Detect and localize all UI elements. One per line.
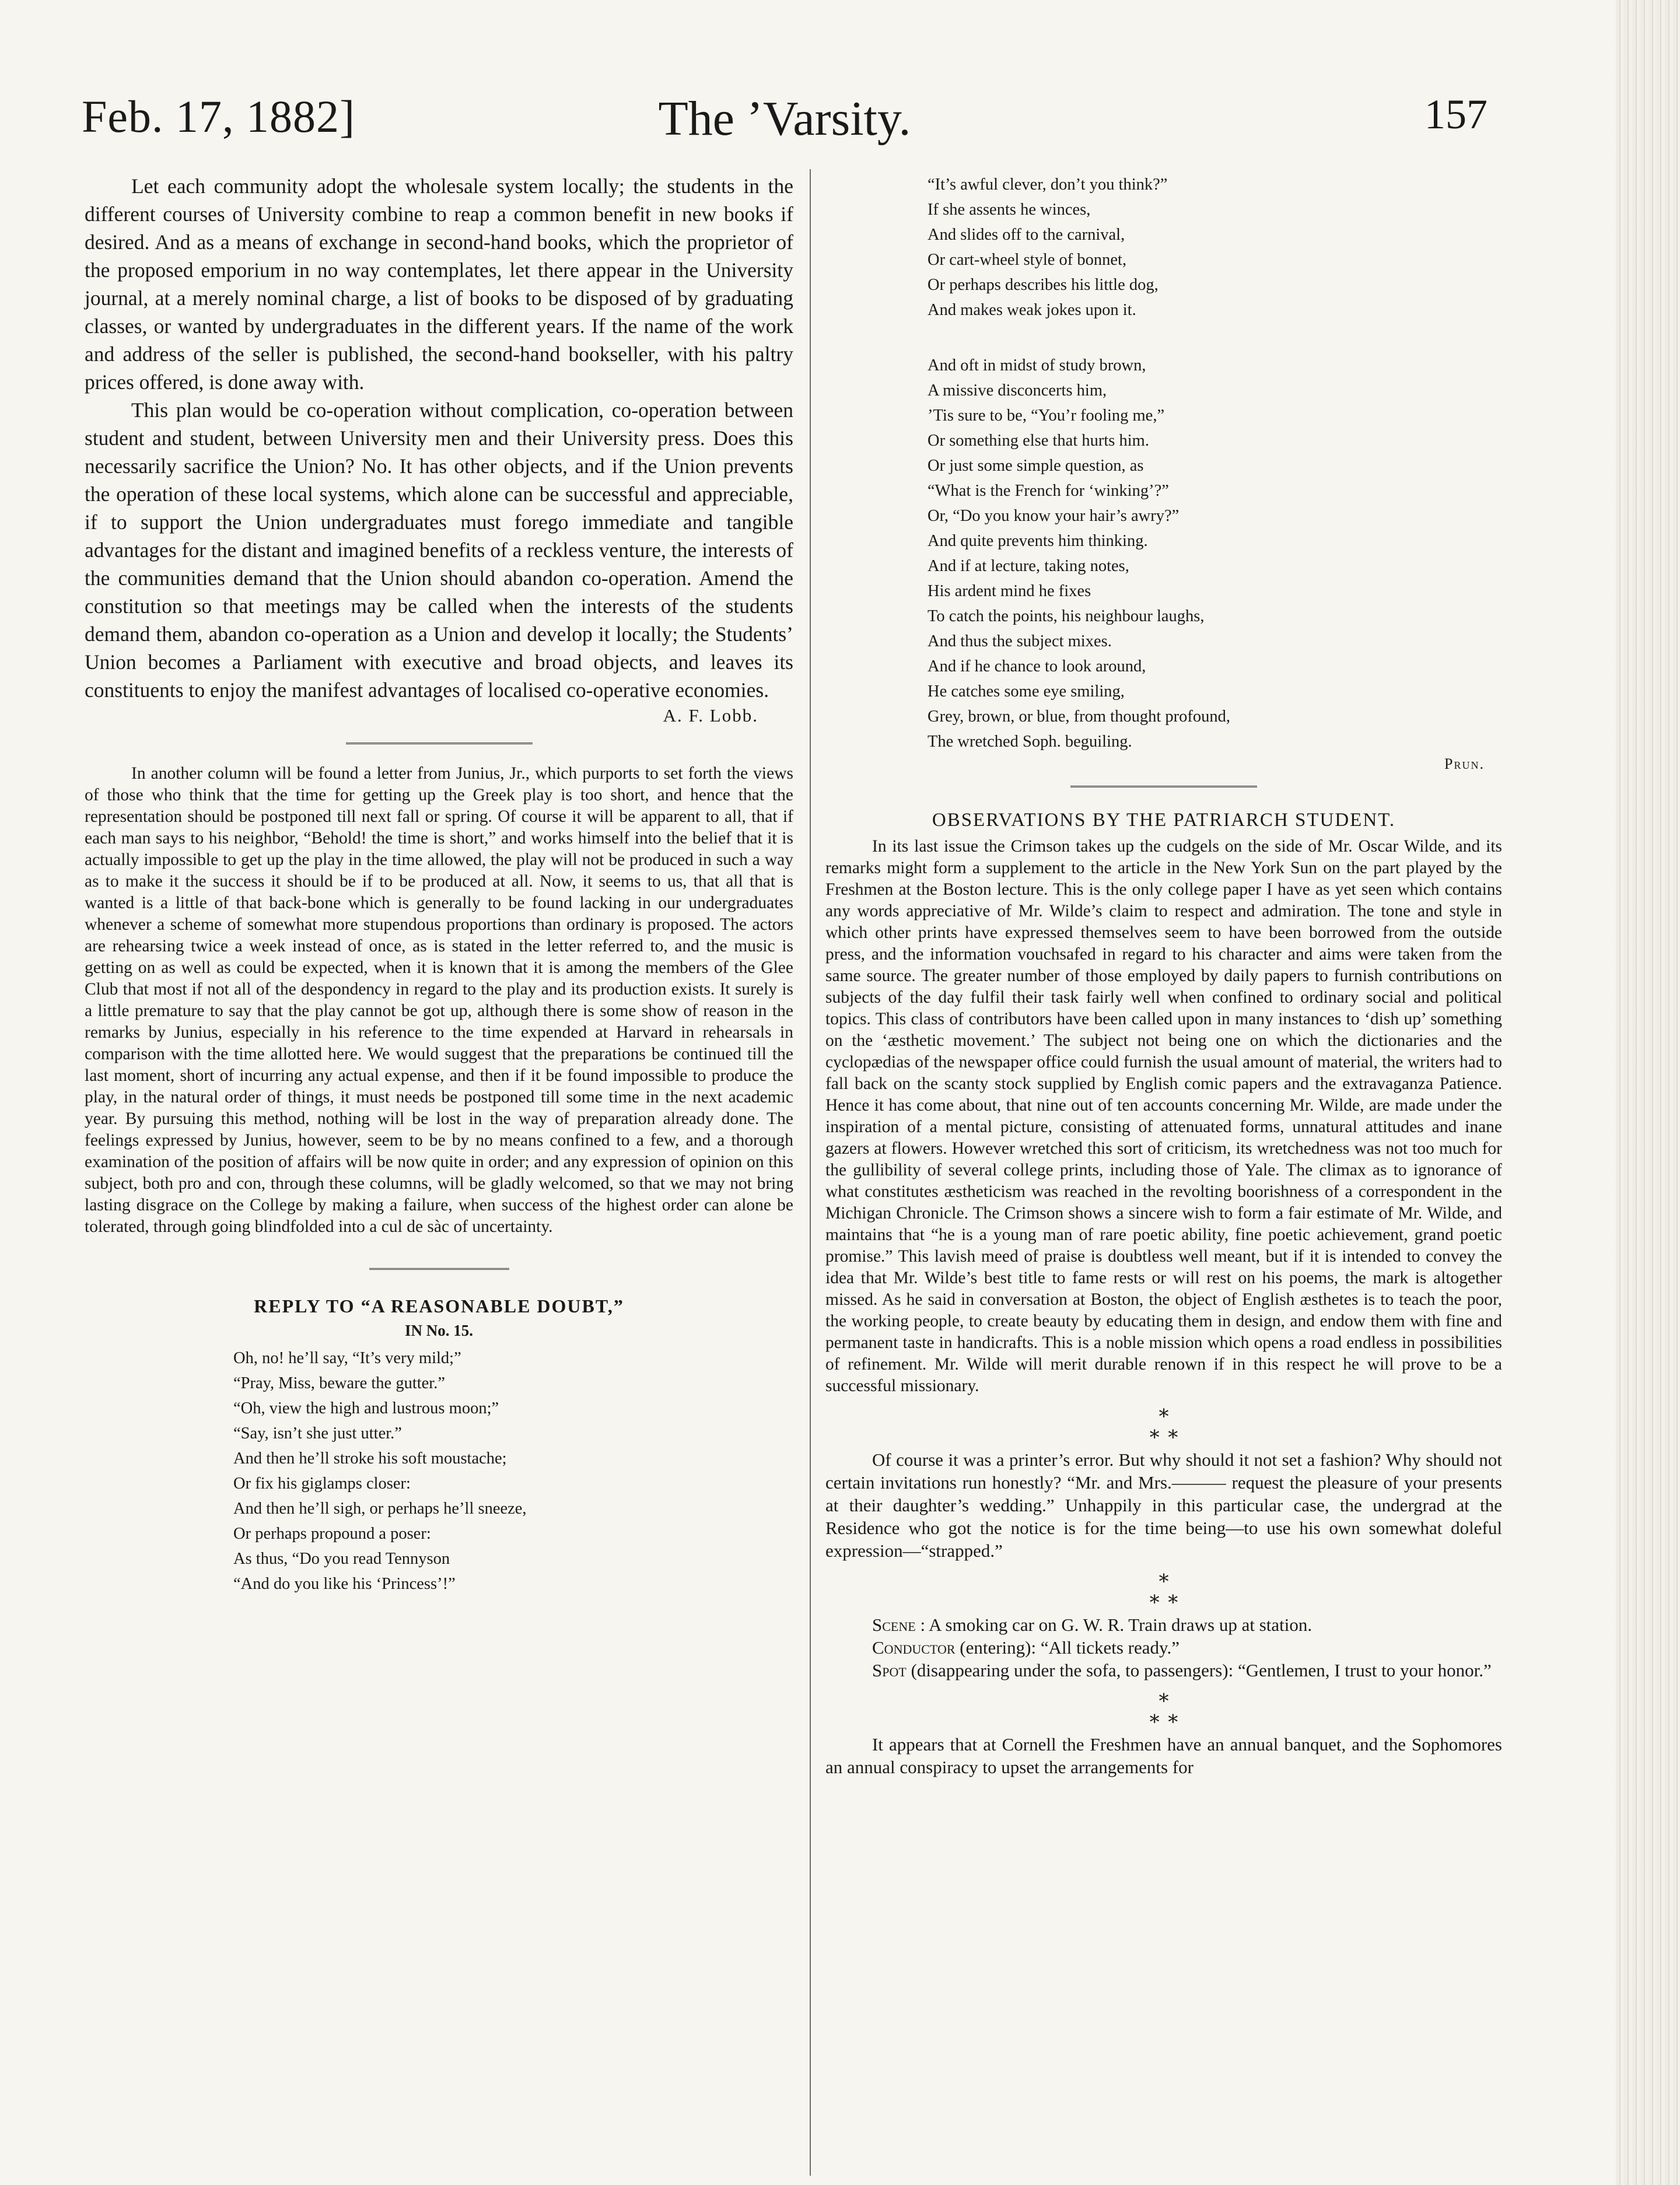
left-column xyxy=(85,172,793,1596)
poem-line: And then he’ll sigh, or perhaps he’ll sneeze, xyxy=(233,1500,527,1518)
poem-line: And if he chance to look around, xyxy=(928,657,1146,675)
poem-line: His ardent mind he fixes xyxy=(928,582,1091,600)
masthead-title: The ’Varsity. xyxy=(658,92,911,146)
reply-heading: REPLY TO “A REASONABLE DOUBT,” xyxy=(254,1295,624,1316)
poem-line: And thus the subject mixes. xyxy=(928,632,1112,650)
poem-line: And makes weak jokes upon it. xyxy=(928,301,1136,319)
poem-line: As thus, “Do you read Tennyson xyxy=(233,1550,450,1568)
asterism: ∗ ∗ ∗ xyxy=(1147,1567,1180,1610)
spot-line xyxy=(825,1659,1502,1682)
editorial-paragraph: In another column will be found a letter from Junius, Jr., which purports to set forth the views of those who think that the time for getting up the Greek play is too short, and hence that the representation should be postponed till next fall or spring. Of course it will be apparent to all, that if each man says to his neighbor, “Behold! the time is short,” and works himself into the belief that it is actually impossible to get up the play in the time allowed, the play will not be produced in such a way as to make it the success it should be if to be produced at all. Now, it seems to us, that all that is wanted is a little of that back-bone which is generally to be found lacking in our undergraduates whenever a scheme of somewhat more stupendous proportions than ordinary is proposed. The actors are rehearsing twice a week instead of once, as is stated in the letter referred to, and the music is getting on as well as could be expected, when it is known that it is among the members of the Glee Club that most if not all of the despondency in regard to the play and its production exists. It surely is a little premature to say that the play cannot be got up, although there is some show of reason in the remarks by Junius, especially in his reference to the time expended at Harvard in rehearsals in comparison with the time allotted here. We would suggest that the preparations be continued till the last moment, short of incurring any actual expense, and then if it be found impossible to produce the play, in the natural order of things, it must needs be postponed till some time in the next academic year. By pursuing this method, nothing will be lost in the way of preparation already done. The feelings expressed by Junius, however, seem to be by no means confined to a few, and a thorough examination of the position of affairs will be now quite in order; and any expression of opinion on this subject, both pro and con, through these columns, will be gladly welcomed, so that we may not bring lasting disgrace on the College by making a failure, when success of the highest order can alone be tolerated, through going blindfolded into a cul de sàc of uncertainty. xyxy=(85,764,793,1236)
poem-line: Or cart-wheel style of bonnet, xyxy=(928,251,1127,269)
poem-line: Grey, brown, or blue, from thought profound, xyxy=(928,708,1230,726)
poem-line: And oft in midst of study brown, xyxy=(928,356,1146,374)
poem-line: Or, “Do you know your hair’s awry?” xyxy=(928,507,1180,525)
poem-line: He catches some eye smiling, xyxy=(928,682,1125,701)
poem-line: “And do you like his ‘Princess’!” xyxy=(233,1575,456,1593)
reply-poem xyxy=(85,1346,793,1596)
poem-line: A missive disconcerts him, xyxy=(928,381,1107,400)
poem-line: If she assents he winces, xyxy=(928,201,1091,219)
asterism: ∗ ∗ ∗ xyxy=(1147,1402,1180,1445)
section-rule xyxy=(1070,786,1257,790)
letter-signature: A. F. Lobb. xyxy=(663,705,758,726)
poem-line: And slides off to the carnival, xyxy=(928,226,1125,244)
poem-continued xyxy=(825,172,1502,754)
page-number: 157 xyxy=(1424,91,1488,138)
poem-line: And if at lecture, taking notes, xyxy=(928,557,1129,575)
issue-date: Feb. 17, 1882] xyxy=(82,91,355,142)
section-rule xyxy=(346,743,533,747)
letter-paragraph: This plan would be co-operation without complication, co-operation between student and student, between University men and their University press. Does this necessarily sacrifice the Union? No. It has other objects, and if the Union prevents the operation of these local systems, which alone can be successful and appreciable, if to support the Union undergraduates must forego immediate and tangible advantages for the distant and imagined benefits of a reckless venture, the interests of the communities demand that the Union should abandon co-operation. Amend the constitution so that meetings may be called when the interests of the students demand them, abandon co-operation as a Union and develop it locally; the Students’ Union becomes a Parliament with executive and broad objects, and leaves its constituents to enjoy the manifest advantages of localised co-operative economies. xyxy=(85,398,793,702)
conductor-text: (entering): “All tickets ready.” xyxy=(960,1637,1180,1658)
poem-line: “Oh, view the high and lustrous moon;” xyxy=(233,1399,499,1417)
conductor-label: Conductor xyxy=(872,1637,956,1658)
printer-error-paragraph: Of course it was a printer’s error. But why should it not set a fashion? Why should not certain invitations run honestly? “Mr. and Mrs.——— request the pleasure of your presents at their daughter’s wedding.” Unhappily in this particular case, the undergrad at the Residence who got the notice is for the time being—to use his own somewhat doleful expression—“strapped.” xyxy=(825,1449,1502,1561)
observations-paragraph: In its last issue the Crimson takes up the cudgels on the side of Mr. Oscar Wilde, and its remarks might form a supplement to the article in the New York Sun on the part played by the Freshmen at the Boston lecture. This is the only college paper I have as yet seen which contains any words appreciative of Mr. Wilde’s claim to respect and admiration. The tone and style in which other prints have expressed themselves seem to have been borrowed from the outside press, and the information vouchsafed in regard to his character and aims were taken from the same source. The greater number of those employed by daily papers to furnish contributions on subjects of the day fulfil their task fairly well when confined to ordinary social and political topics. This class of contributors have been called upon in many instances to ‘dish up’ something on the ‘æsthetic movement.’ The subject not being one on which the dictionaries and the cyclopædias of the newspaper office could furnish the usual amount of material, the writers had to fall back on the scanty stock supplied by English comic papers and the extravaganza Patience. Hence it has come about, that nine out of ten accounts concerning Mr. Wilde, are made under the inspiration of a mental picture, consisting of attenuated forms, unnatural attitudes and inane gazers at flowers. However wretched this sort of criticism, its wretchedness was not too much for the gullibility of several college prints, including those of Yale. The climax as to ignorance of what constitutes æstheticism was reached in the revolting boorishness of a correspondent in the Michigan Chronicle. The Crimson shows a sincere wish to form a fair estimate of Mr. Wilde, and maintains that “he is a young man of rare poetic ability, fine poetic achievement, grand poetic promise.” This lavish meed of praise is doubtless well meant, but if it is intended to convey the idea that Mr. Wilde’s best title to fame rests or will rest on his poems, the mark is altogether missed. As he said in conversation at Boston, the object of English æsthetes is to teach the poor, the working people, to create beauty by educating them in design, and endow them with fine and permanent taste in handicrafts. This is a noble mission which opens a road endless in possibilities of refinement. Mr. Wilde will merit durable renown if in this respect he will prove to be a successful missionary. xyxy=(825,837,1502,1395)
column-divider xyxy=(810,169,811,2176)
right-column xyxy=(825,172,1502,1778)
poem-line: Or perhaps propound a poser: xyxy=(233,1525,431,1543)
letter-article xyxy=(85,172,793,726)
poem-line: Or just some simple question, as xyxy=(928,457,1144,475)
poem-line: “It’s awful clever, don’t you think?” xyxy=(928,176,1168,194)
reply-subheading: IN No. 15. xyxy=(404,1322,473,1339)
conductor-line xyxy=(825,1636,1502,1659)
observations-heading: OBSERVATIONS BY THE PATRIARCH STUDENT. xyxy=(932,810,1396,831)
poem-line: Or perhaps describes his little dog, xyxy=(928,276,1158,294)
poem-line: And quite prevents him thinking. xyxy=(928,532,1148,550)
section-rule xyxy=(369,1268,509,1272)
stanza-gap xyxy=(928,323,1502,353)
spot-text: (disappearing under the sofa, to passengers): “Gentlemen, I trust to your honor.” xyxy=(911,1660,1492,1680)
poem-line: “Pray, Miss, beware the gutter.” xyxy=(233,1374,445,1392)
poem-line: Or something else that hurts him. xyxy=(928,432,1149,450)
asterism: ∗ ∗ ∗ xyxy=(1147,1687,1180,1729)
poem-line: And then he’ll stroke his soft moustache; xyxy=(233,1449,507,1468)
poem-line: The wretched Soph. beguiling. xyxy=(928,733,1132,751)
poem-line: “What is the French for ‘winking’?” xyxy=(928,482,1169,500)
page-header xyxy=(82,90,1488,155)
poem-line: Oh, no! he’ll say, “It’s very mild;” xyxy=(233,1349,461,1367)
page-edge-binding xyxy=(1616,0,1680,2185)
scene-label: Scene xyxy=(872,1615,916,1635)
cornell-paragraph: It appears that at Cornell the Freshmen have an annual banquet, and the Sophomores an annual conspiracy to upset the arrangements for xyxy=(825,1734,1502,1777)
poem-signature: Prun. xyxy=(1444,755,1485,772)
poem-line: Or fix his giglamps closer: xyxy=(233,1475,411,1493)
poem-line: “Say, isn’t she just utter.” xyxy=(233,1424,402,1442)
scene-text: : A smoking car on G. W. R. Train draws up at station. xyxy=(920,1615,1312,1635)
spot-label: Spot xyxy=(872,1660,907,1680)
poem-line: ’Tis sure to be, “You’r fooling me,” xyxy=(928,407,1165,425)
letter-paragraph: Let each community adopt the wholesale system locally; the students in the different courses of University combine to reap a common benefit in new books if desired. And as a means of exchange in second-hand books, which the proprietor of the proposed emporium in no way contemplates, let there appear in the University journal, at a merely nominal charge, a list of books to be disposed of by graduating classes, or wanted by undergraduates in the different years. If the name of the work and address of the seller is published, the second-hand bookseller, with his paltry prices offered, is done away with. xyxy=(85,174,793,394)
poem-line: To catch the points, his neighbour laughs, xyxy=(928,607,1205,625)
scene-line xyxy=(825,1613,1502,1636)
